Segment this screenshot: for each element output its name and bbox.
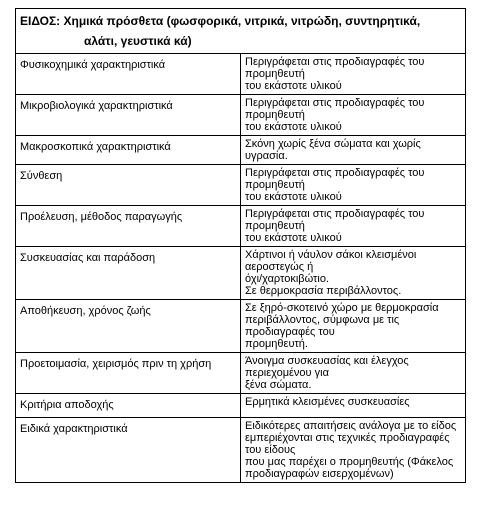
row-value-line: Περιγράφεται στις προδιαγραφές του προμηθευτή [245, 208, 425, 232]
table-row [16, 394, 466, 418]
row-label: Ειδικά χαρακτηριστικά [16, 418, 241, 483]
row-value-line: του εκάστοτε υλικού [245, 232, 342, 244]
header-title-line-2: αλάτι, γευστικά κά) [84, 34, 192, 48]
specification-table [15, 8, 466, 483]
row-value [241, 136, 466, 165]
row-value-line: Περιγράφεται στις προδιαγραφές του προμηθευτή [245, 97, 425, 121]
row-label: Κριτήρια αποδοχής [16, 394, 241, 418]
row-value-line: εμπεριέχονται στις τεχνικές προδιαγραφές του είδους [245, 432, 450, 456]
table-header-cell [16, 9, 466, 54]
row-label: Συσκευασίας και παράδοση [16, 247, 241, 300]
row-value-line: Άνοιγμα συσκευασίας και έλεγχος περιεχομένου για [245, 355, 409, 379]
row-value-line: προμηθευτή. [245, 338, 308, 350]
row-value-line: του εκάστοτε υλικού [245, 191, 342, 203]
row-label: Αποθήκευση, χρόνος ζωής [16, 300, 241, 353]
table-header-row [16, 9, 466, 54]
row-value [241, 300, 466, 353]
row-value [241, 54, 466, 95]
row-value [241, 206, 466, 247]
row-label: Μικροβιολογικά χαρακτηριστικά [16, 95, 241, 136]
table-row [16, 247, 466, 300]
row-value-line: ξένα σώματα. [245, 379, 312, 391]
row-value [241, 95, 466, 136]
row-value-line: Ερμητικά κλεισμένες συσκευασίες [245, 396, 410, 408]
row-value [241, 394, 466, 418]
table-row [16, 206, 466, 247]
table-row [16, 165, 466, 206]
row-value [241, 353, 466, 394]
row-value-line: Περιγράφεται στις προδιαγραφές του προμηθευτή [245, 167, 425, 191]
row-value-line: του εκάστοτε υλικού [245, 121, 342, 133]
table-row [16, 300, 466, 353]
table-row [16, 353, 466, 394]
row-label: Φυσικοχημικά χαρακτηριστικά [16, 54, 241, 95]
header-title-line-1: ΕΙΔΟΣ: Χημικά πρόσθετα (φωσφορικά, νιτρικά, νιτρώδη, συντηρητικά, [20, 14, 421, 28]
row-value [241, 418, 466, 483]
table-row [16, 418, 466, 483]
row-value-line: Ειδικότερες απαιτήσεις ανάλογα με το είδος [245, 420, 457, 432]
row-value [241, 247, 466, 300]
table-row [16, 95, 466, 136]
specification-table-body [16, 9, 466, 483]
table-row [16, 54, 466, 95]
row-value [241, 165, 466, 206]
row-value-line: όχι/χαρτοκιβώτιο. [245, 273, 330, 285]
row-value-line: Σκόνη χωρίς ξένα σώματα και χωρίς υγρασία. [245, 138, 421, 162]
row-label: Προέλευση, μέθοδος παραγωγής [16, 206, 241, 247]
row-value-line: Σε θερμοκρασία περιβάλλοντος. [245, 285, 402, 297]
row-value-line: που μας παρέχει ο προμηθευτής (Φάκελος [245, 456, 454, 468]
row-value-line: του εκάστοτε υλικού [245, 80, 342, 92]
row-value-line: Σε ξηρό-σκοτεινό χώρο με θερμοκρασία [245, 302, 439, 314]
row-label: Σύνθεση [16, 165, 241, 206]
row-label: Προετοιμασία, χειρισμός πριν τη χρήση [16, 353, 241, 394]
row-value-line: Περιγράφεται στις προδιαγραφές του προμηθευτή [245, 56, 425, 80]
row-value-line: προδιαγραφών εισερχομένων) [245, 468, 394, 480]
row-label: Μακροσκοπικά χαρακτηριστικά [16, 136, 241, 165]
row-value-line: Χάρτινοι ή νάυλον σάκοι κλεισμένοι αεροστεγώς ή [245, 249, 417, 273]
table-row [16, 136, 466, 165]
row-value-line: περιβάλλοντος, σύμφωνα με τις προδιαγραφές του [245, 314, 400, 338]
